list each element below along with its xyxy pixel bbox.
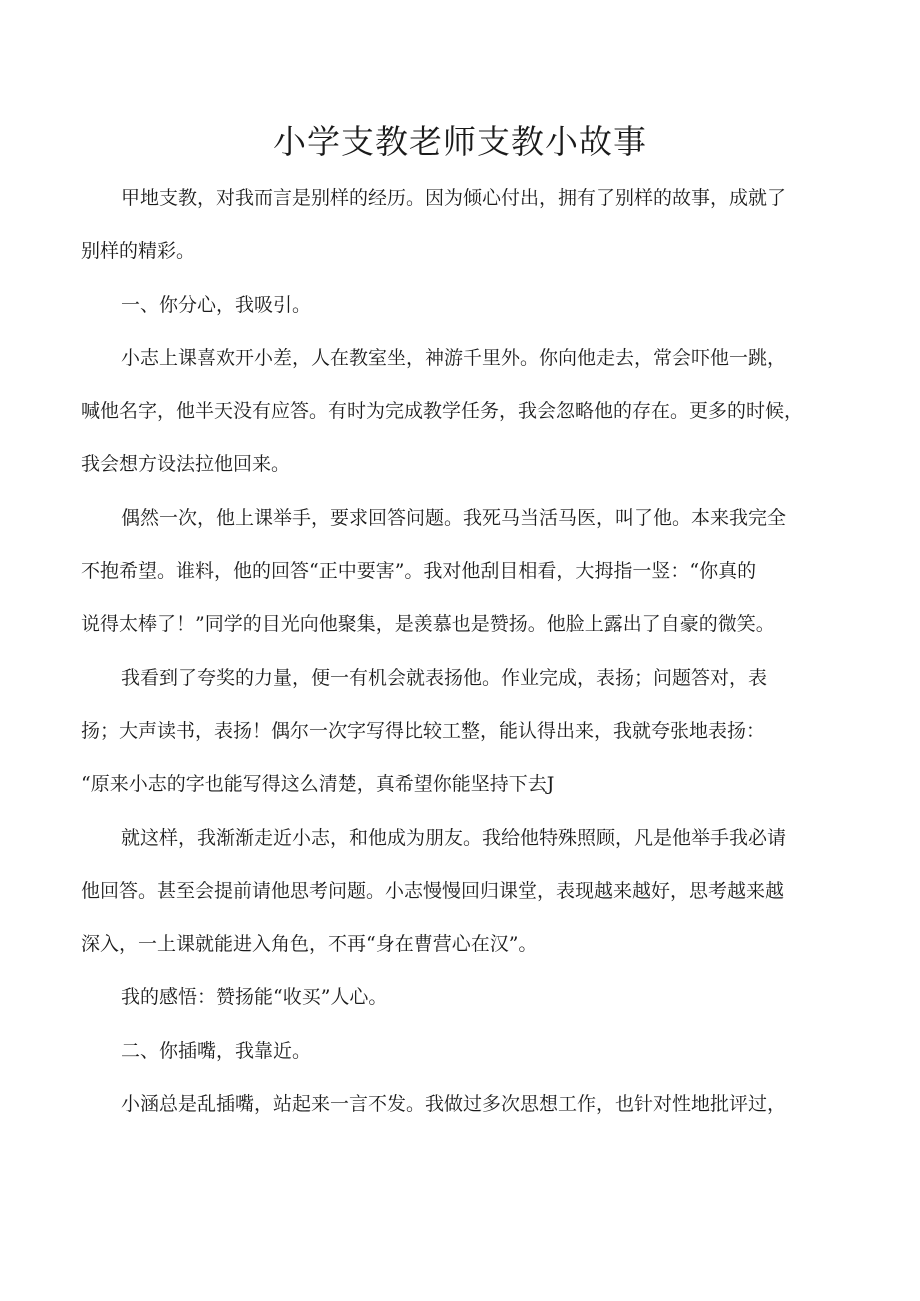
text-line: 我看到了夸奖的力量，便一有机会就表扬他。作业完成，表扬；问题答对，表	[121, 666, 768, 689]
text-line: 我的感悟：赞扬能“收买”人心。	[121, 986, 388, 1009]
text-line: 甲地支教，对我而言是别样的经历。因为倾心付出，拥有了别样的故事，成就了	[121, 187, 787, 209]
text-line: 小志上课喜欢开小差，人在教室坐，神游千里外。你向他走去，常会吓他一跳，	[121, 346, 787, 369]
text-line: 别样的精彩。	[81, 240, 196, 263]
text-line: 扬；大声读书，表扬！偶尔一次字写得比较工整，能认得出来，我就夸张地表扬：	[81, 719, 766, 742]
document-body	[81, 172, 841, 1131]
text-line: 深入，一上课就能进入角色，不再“身在曹营心在汉”。	[81, 933, 538, 956]
text-line: 说得太棒了！”同学的目光向他聚集，是羡慕也是赞扬。他脸上露出了自豪的微笑。	[81, 613, 775, 636]
text-line: 偶然一次，他上课举手，要求回答问题。我死马当活马医，叫了他。本来我完全	[121, 506, 787, 529]
text-line: 他回答。甚至会提前请他思考问题。小志慢慢回归课堂，表现越来越好，思考越来越	[81, 879, 785, 902]
document-title: 小学支教老师支教小故事	[273, 122, 647, 161]
text-line: 小涵总是乱插嘴，站起来一言不发。我做过多次思想工作，也针对性地批评过，	[121, 1093, 787, 1116]
text-line: “原来小志的字也能写得这么清楚，真希望你能坚持下去J	[81, 773, 555, 796]
text-line: 不抱希望。谁料，他的回答“正中要害”。我对他刮目相看，大拇指一竖：“你真的	[81, 560, 757, 583]
text-line: 喊他名字，他半天没有应答。有时为完成教学任务，我会忽略他的存在。更多的时候，	[81, 400, 804, 423]
text-line: 就这样，我渐渐走近小志，和他成为朋友。我给他特殊照顾，凡是他举手我必请	[121, 826, 787, 849]
section-heading: 一、你分心，我吸引。	[121, 293, 312, 316]
section-heading: 二、你插嘴，我靠近。	[121, 1039, 312, 1062]
body-lines	[81, 172, 841, 1131]
text-line: 我会想方设法拉他回来。	[81, 453, 291, 476]
